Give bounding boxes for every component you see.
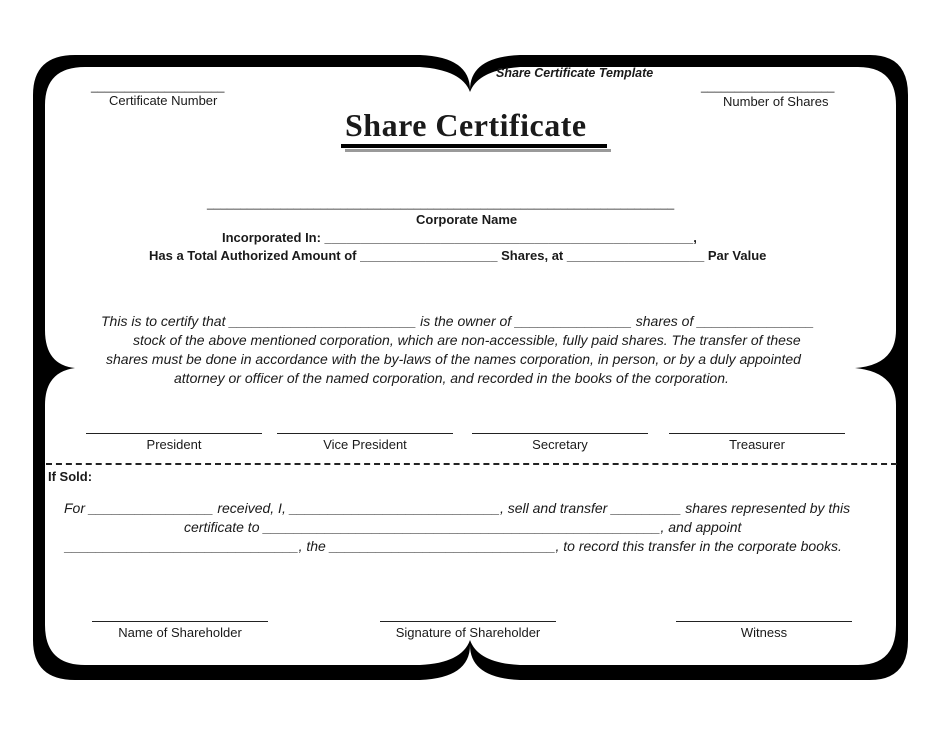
- number-of-shares-line: ____________________: [701, 79, 835, 93]
- witness-label: Witness: [740, 625, 788, 640]
- certify-line-2: stock of the above mentioned corporation, which are non-accessible, fully paid shares. The transfer of these: [133, 332, 801, 348]
- transfer-line-1: For ________________ received, I, ___________________________, sell and transfer _________ shares represented by this: [64, 500, 851, 516]
- title-underline: [341, 144, 607, 148]
- corporate-name-line: ______________________________________________________________________: [207, 196, 675, 210]
- secretary-label: Secretary: [532, 437, 588, 452]
- president-label: President: [146, 437, 202, 452]
- president-signature-line[interactable]: [86, 433, 262, 434]
- certify-line-3: shares must be done in accordance with the by-laws of the names corporation, in person, or by a duly appointed: [106, 351, 801, 367]
- transfer-line-2: certificate to ___________________________________________________, and appoint: [184, 519, 742, 535]
- title-underline-shadow: [345, 149, 611, 152]
- certify-line-1: This is to certify that ________________________ is the owner of _______________ shares of _______________: [101, 313, 815, 329]
- treasurer-signature-line[interactable]: [669, 433, 845, 434]
- authorized-amount-field: Has a Total Authorized Amount of ___________________ Shares, at ___________________ Par Value: [149, 248, 767, 263]
- shareholder-signature-line[interactable]: [380, 621, 556, 622]
- secretary-signature-line[interactable]: [472, 433, 648, 434]
- if-sold-heading: If Sold:: [48, 469, 93, 484]
- witness-signature-line[interactable]: [676, 621, 852, 622]
- page-title: Share Certificate: [345, 107, 587, 143]
- shareholder-name-label: Name of Shareholder: [118, 625, 242, 640]
- shareholder-signature-label: Signature of Shareholder: [395, 625, 541, 640]
- certificate-number-line: ____________________: [91, 79, 225, 93]
- incorporated-in-field: Incorporated In: ___________________________________________________,: [222, 230, 697, 245]
- vice-president-signature-line[interactable]: [277, 433, 453, 434]
- section-divider: [46, 463, 897, 465]
- vice-president-label: Vice President: [323, 437, 407, 452]
- transfer-line-3: ______________________________, the _____________________________, to record this transfer in the corporate books.: [65, 538, 842, 554]
- template-label: Share Certificate Template: [496, 66, 654, 80]
- treasurer-label: Treasurer: [729, 437, 785, 452]
- shareholder-name-line[interactable]: [92, 621, 268, 622]
- certify-line-4: attorney or officer of the named corporation, and recorded in the books of the corporation.: [174, 370, 729, 386]
- certificate-number-label: Certificate Number: [109, 93, 218, 108]
- corporate-name-label: Corporate Name: [416, 212, 518, 227]
- number-of-shares-label: Number of Shares: [723, 94, 829, 109]
